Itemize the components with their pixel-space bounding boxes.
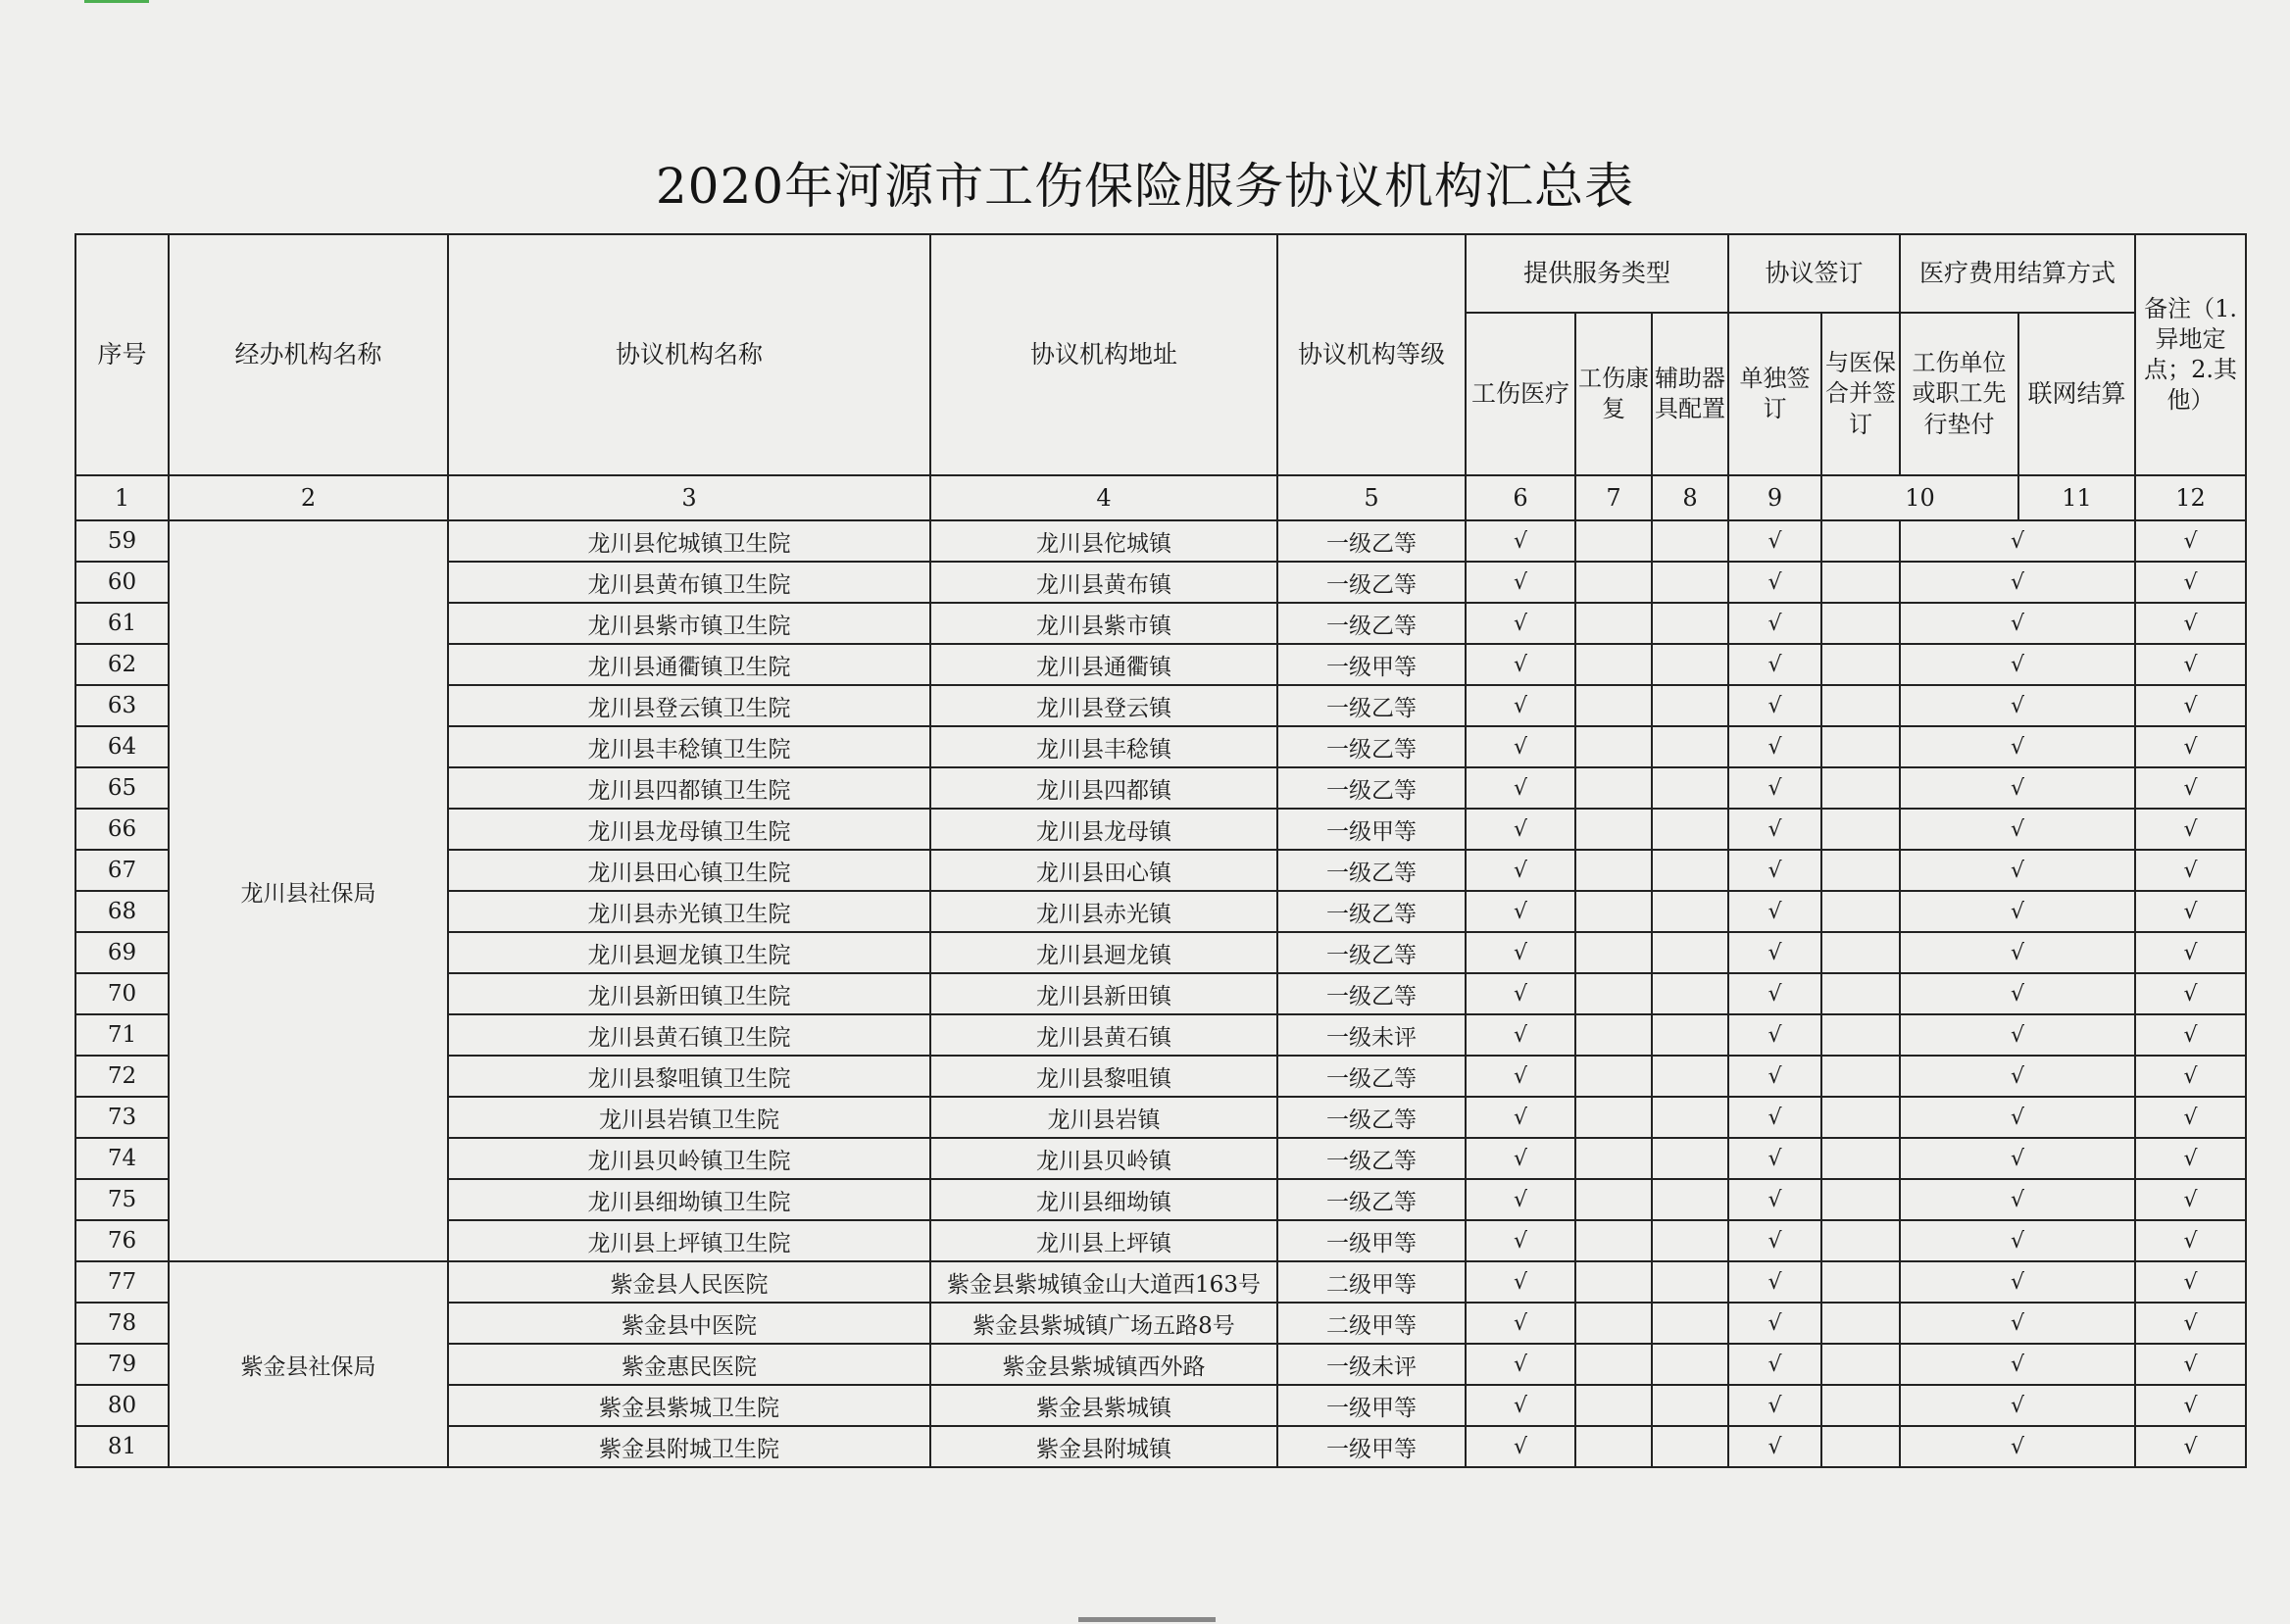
header-assistive: 辅助器具配置 <box>1652 313 1728 475</box>
check-network: √ <box>2135 850 2246 891</box>
check-network: √ <box>2135 726 2246 767</box>
row-address: 紫金县附城镇 <box>930 1426 1277 1467</box>
check-injury-medical: √ <box>1466 1426 1575 1467</box>
check-prepay: √ <box>1900 685 2135 726</box>
cell-injury-rehab <box>1575 726 1652 767</box>
row-address: 龙川县通衢镇 <box>930 644 1277 685</box>
check-prepay: √ <box>1900 1138 2135 1179</box>
check-network: √ <box>2135 891 2246 932</box>
row-seq: 67 <box>75 850 169 891</box>
row-address: 龙川县佗城镇 <box>930 520 1277 562</box>
cell-joint-sign <box>1821 562 1900 603</box>
check-network: √ <box>2135 1261 2246 1303</box>
row-seq: 74 <box>75 1138 169 1179</box>
row-address: 龙川县上坪镇 <box>930 1220 1277 1261</box>
row-seq: 63 <box>75 685 169 726</box>
cell-assistive <box>1652 1303 1728 1344</box>
row-level: 一级乙等 <box>1277 850 1466 891</box>
row-address: 龙川县紫市镇 <box>930 603 1277 644</box>
column-number: 5 <box>1277 475 1466 520</box>
check-injury-medical: √ <box>1466 1014 1575 1056</box>
check-injury-medical: √ <box>1466 562 1575 603</box>
cell-joint-sign <box>1821 603 1900 644</box>
cell-assistive <box>1652 767 1728 809</box>
cell-assistive <box>1652 685 1728 726</box>
check-single-sign: √ <box>1728 1303 1821 1344</box>
row-institution-name: 龙川县岩镇卫生院 <box>448 1097 930 1138</box>
cell-injury-rehab <box>1575 603 1652 644</box>
row-level: 一级乙等 <box>1277 767 1466 809</box>
row-institution-name: 紫金县紫城卫生院 <box>448 1385 930 1426</box>
row-level: 一级乙等 <box>1277 603 1466 644</box>
check-single-sign: √ <box>1728 562 1821 603</box>
check-injury-medical: √ <box>1466 1385 1575 1426</box>
check-prepay: √ <box>1900 767 2135 809</box>
column-number: 2 <box>169 475 448 520</box>
check-network: √ <box>2135 1303 2246 1344</box>
cell-joint-sign <box>1821 850 1900 891</box>
row-address: 龙川县黄石镇 <box>930 1014 1277 1056</box>
check-single-sign: √ <box>1728 1261 1821 1303</box>
row-institution-name: 龙川县黄布镇卫生院 <box>448 562 930 603</box>
cell-injury-rehab <box>1575 809 1652 850</box>
page-title: 2020年河源市工伤保险服务协议机构汇总表 <box>655 158 1635 215</box>
check-network: √ <box>2135 603 2246 644</box>
check-single-sign: √ <box>1728 891 1821 932</box>
cell-injury-rehab <box>1575 891 1652 932</box>
cell-injury-rehab <box>1575 973 1652 1014</box>
row-institution-name: 紫金县中医院 <box>448 1303 930 1344</box>
row-level: 一级乙等 <box>1277 1097 1466 1138</box>
check-prepay: √ <box>1900 1261 2135 1303</box>
row-level: 一级甲等 <box>1277 1385 1466 1426</box>
row-seq: 61 <box>75 603 169 644</box>
cell-assistive <box>1652 1097 1728 1138</box>
cell-injury-rehab <box>1575 1261 1652 1303</box>
header-agency: 经办机构名称 <box>169 234 448 475</box>
check-single-sign: √ <box>1728 1014 1821 1056</box>
check-single-sign: √ <box>1728 1097 1821 1138</box>
check-injury-medical: √ <box>1466 1220 1575 1261</box>
row-address: 龙川县龙母镇 <box>930 809 1277 850</box>
row-institution-name: 龙川县迴龙镇卫生院 <box>448 932 930 973</box>
check-single-sign: √ <box>1728 973 1821 1014</box>
header-service-type: 提供服务类型 <box>1466 234 1728 313</box>
scan-corner-mark <box>84 0 149 3</box>
cell-assistive <box>1652 1220 1728 1261</box>
check-injury-medical: √ <box>1466 1344 1575 1385</box>
check-single-sign: √ <box>1728 1138 1821 1179</box>
row-agency: 紫金县社保局 <box>169 1261 448 1467</box>
cell-injury-rehab <box>1575 1179 1652 1220</box>
check-single-sign: √ <box>1728 1385 1821 1426</box>
row-level: 一级甲等 <box>1277 644 1466 685</box>
row-address: 龙川县贝岭镇 <box>930 1138 1277 1179</box>
check-network: √ <box>2135 644 2246 685</box>
check-prepay: √ <box>1900 850 2135 891</box>
row-level: 一级未评 <box>1277 1014 1466 1056</box>
check-prepay: √ <box>1900 809 2135 850</box>
check-network: √ <box>2135 1426 2246 1467</box>
check-prepay: √ <box>1900 1303 2135 1344</box>
row-address: 龙川县赤光镇 <box>930 891 1277 932</box>
row-seq: 76 <box>75 1220 169 1261</box>
check-prepay: √ <box>1900 644 2135 685</box>
cell-assistive <box>1652 1014 1728 1056</box>
row-address: 龙川县黄布镇 <box>930 562 1277 603</box>
cell-joint-sign <box>1821 1138 1900 1179</box>
row-address: 紫金县紫城镇广场五路8号 <box>930 1303 1277 1344</box>
cell-joint-sign <box>1821 891 1900 932</box>
cell-injury-rehab <box>1575 1138 1652 1179</box>
check-single-sign: √ <box>1728 520 1821 562</box>
cell-assistive <box>1652 1056 1728 1097</box>
row-institution-name: 紫金县人民医院 <box>448 1261 930 1303</box>
cell-assistive <box>1652 1344 1728 1385</box>
check-network: √ <box>2135 809 2246 850</box>
cell-injury-rehab <box>1575 1344 1652 1385</box>
check-single-sign: √ <box>1728 767 1821 809</box>
cell-joint-sign <box>1821 1179 1900 1220</box>
check-injury-medical: √ <box>1466 1303 1575 1344</box>
cell-joint-sign <box>1821 1220 1900 1261</box>
check-network: √ <box>2135 932 2246 973</box>
row-institution-name: 龙川县佗城镇卫生院 <box>448 520 930 562</box>
row-address: 龙川县田心镇 <box>930 850 1277 891</box>
check-network: √ <box>2135 1179 2246 1220</box>
header-level: 协议机构等级 <box>1277 234 1466 475</box>
row-address: 龙川县迴龙镇 <box>930 932 1277 973</box>
check-injury-medical: √ <box>1466 685 1575 726</box>
row-seq: 78 <box>75 1303 169 1344</box>
check-network: √ <box>2135 685 2246 726</box>
row-address: 龙川县四都镇 <box>930 767 1277 809</box>
check-prepay: √ <box>1900 891 2135 932</box>
row-level: 一级乙等 <box>1277 562 1466 603</box>
cell-joint-sign <box>1821 1426 1900 1467</box>
row-institution-name: 龙川县黄石镇卫生院 <box>448 1014 930 1056</box>
header-network: 联网结算 <box>2018 313 2135 475</box>
row-seq: 77 <box>75 1261 169 1303</box>
check-injury-medical: √ <box>1466 520 1575 562</box>
row-address: 龙川县岩镇 <box>930 1097 1277 1138</box>
cell-assistive <box>1652 644 1728 685</box>
cell-joint-sign <box>1821 973 1900 1014</box>
check-prepay: √ <box>1900 1220 2135 1261</box>
header-prepay: 工伤单位或职工先行垫付 <box>1900 313 2018 475</box>
check-prepay: √ <box>1900 932 2135 973</box>
header-remark: 备注（1.异地定点；2.其他） <box>2135 234 2246 475</box>
row-seq: 80 <box>75 1385 169 1426</box>
cell-assistive <box>1652 520 1728 562</box>
row-seq: 62 <box>75 644 169 685</box>
check-prepay: √ <box>1900 603 2135 644</box>
header-injury-medical: 工伤医疗 <box>1466 313 1575 475</box>
check-prepay: √ <box>1900 1426 2135 1467</box>
cell-joint-sign <box>1821 1385 1900 1426</box>
row-level: 一级乙等 <box>1277 685 1466 726</box>
row-level: 一级甲等 <box>1277 1426 1466 1467</box>
check-single-sign: √ <box>1728 932 1821 973</box>
check-single-sign: √ <box>1728 1344 1821 1385</box>
table-body <box>75 520 2246 1467</box>
check-prepay: √ <box>1900 1056 2135 1097</box>
table-row <box>75 1261 2246 1303</box>
cell-injury-rehab <box>1575 1056 1652 1097</box>
cell-injury-rehab <box>1575 1220 1652 1261</box>
check-prepay: √ <box>1900 1385 2135 1426</box>
check-injury-medical: √ <box>1466 726 1575 767</box>
row-seq: 73 <box>75 1097 169 1138</box>
check-network: √ <box>2135 973 2246 1014</box>
cell-assistive <box>1652 809 1728 850</box>
row-institution-name: 龙川县上坪镇卫生院 <box>448 1220 930 1261</box>
check-network: √ <box>2135 1138 2246 1179</box>
row-institution-name: 龙川县紫市镇卫生院 <box>448 603 930 644</box>
row-seq: 60 <box>75 562 169 603</box>
cell-assistive <box>1652 1426 1728 1467</box>
cell-joint-sign <box>1821 726 1900 767</box>
check-prepay: √ <box>1900 726 2135 767</box>
row-seq: 81 <box>75 1426 169 1467</box>
column-number: 9 <box>1728 475 1821 520</box>
check-network: √ <box>2135 1014 2246 1056</box>
row-institution-name: 龙川县新田镇卫生院 <box>448 973 930 1014</box>
cell-assistive <box>1652 1385 1728 1426</box>
row-institution-name: 龙川县丰稔镇卫生院 <box>448 726 930 767</box>
check-single-sign: √ <box>1728 603 1821 644</box>
cell-injury-rehab <box>1575 932 1652 973</box>
cell-joint-sign <box>1821 1056 1900 1097</box>
row-seq: 79 <box>75 1344 169 1385</box>
row-level: 一级乙等 <box>1277 891 1466 932</box>
row-seq: 65 <box>75 767 169 809</box>
row-institution-name: 龙川县田心镇卫生院 <box>448 850 930 891</box>
check-single-sign: √ <box>1728 850 1821 891</box>
cell-assistive <box>1652 932 1728 973</box>
check-injury-medical: √ <box>1466 932 1575 973</box>
check-single-sign: √ <box>1728 644 1821 685</box>
column-number: 1 <box>75 475 169 520</box>
check-network: √ <box>2135 767 2246 809</box>
check-single-sign: √ <box>1728 1426 1821 1467</box>
check-network: √ <box>2135 1056 2246 1097</box>
cell-assistive <box>1652 850 1728 891</box>
cell-injury-rehab <box>1575 1303 1652 1344</box>
check-injury-medical: √ <box>1466 1138 1575 1179</box>
row-address: 紫金县紫城镇西外路 <box>930 1344 1277 1385</box>
header-joint-sign: 与医保合并签订 <box>1821 313 1900 475</box>
row-seq: 64 <box>75 726 169 767</box>
cell-joint-sign <box>1821 1303 1900 1344</box>
row-seq: 72 <box>75 1056 169 1097</box>
row-address: 龙川县新田镇 <box>930 973 1277 1014</box>
row-seq: 59 <box>75 520 169 562</box>
scan-bottom-mark <box>1078 1617 1216 1622</box>
row-address: 龙川县丰稔镇 <box>930 726 1277 767</box>
column-number: 3 <box>448 475 930 520</box>
row-institution-name: 龙川县登云镇卫生院 <box>448 685 930 726</box>
cell-assistive <box>1652 1138 1728 1179</box>
cell-joint-sign <box>1821 1014 1900 1056</box>
row-agency: 龙川县社保局 <box>169 520 448 1261</box>
column-number: 4 <box>930 475 1277 520</box>
row-seq: 70 <box>75 973 169 1014</box>
cell-joint-sign <box>1821 932 1900 973</box>
check-single-sign: √ <box>1728 1220 1821 1261</box>
row-address: 紫金县紫城镇 <box>930 1385 1277 1426</box>
row-address: 紫金县紫城镇金山大道西163号 <box>930 1261 1277 1303</box>
column-number: 7 <box>1575 475 1652 520</box>
check-prepay: √ <box>1900 562 2135 603</box>
row-level: 一级乙等 <box>1277 973 1466 1014</box>
cell-joint-sign <box>1821 809 1900 850</box>
check-prepay: √ <box>1900 1014 2135 1056</box>
row-institution-name: 龙川县细坳镇卫生院 <box>448 1179 930 1220</box>
row-level: 一级乙等 <box>1277 726 1466 767</box>
check-injury-medical: √ <box>1466 603 1575 644</box>
row-seq: 69 <box>75 932 169 973</box>
row-address: 龙川县细坳镇 <box>930 1179 1277 1220</box>
check-prepay: √ <box>1900 973 2135 1014</box>
check-injury-medical: √ <box>1466 767 1575 809</box>
column-number: 12 <box>2135 475 2246 520</box>
cell-injury-rehab <box>1575 685 1652 726</box>
row-institution-name: 龙川县通衢镇卫生院 <box>448 644 930 685</box>
check-network: √ <box>2135 1385 2246 1426</box>
cell-injury-rehab <box>1575 1426 1652 1467</box>
row-institution-name: 紫金惠民医院 <box>448 1344 930 1385</box>
cell-assistive <box>1652 973 1728 1014</box>
cell-injury-rehab <box>1575 767 1652 809</box>
row-level: 一级乙等 <box>1277 1138 1466 1179</box>
row-address: 龙川县黎咀镇 <box>930 1056 1277 1097</box>
cell-injury-rehab <box>1575 562 1652 603</box>
header-institution: 协议机构名称 <box>448 234 930 475</box>
check-network: √ <box>2135 520 2246 562</box>
header-settlement: 医疗费用结算方式 <box>1900 234 2135 313</box>
check-single-sign: √ <box>1728 1179 1821 1220</box>
cell-joint-sign <box>1821 644 1900 685</box>
column-number: 8 <box>1652 475 1728 520</box>
check-single-sign: √ <box>1728 685 1821 726</box>
cell-assistive <box>1652 1261 1728 1303</box>
row-institution-name: 紫金县附城卫生院 <box>448 1426 930 1467</box>
check-injury-medical: √ <box>1466 644 1575 685</box>
cell-joint-sign <box>1821 1261 1900 1303</box>
row-institution-name: 龙川县四都镇卫生院 <box>448 767 930 809</box>
institution-table <box>75 233 2247 1468</box>
check-single-sign: √ <box>1728 726 1821 767</box>
cell-joint-sign <box>1821 1344 1900 1385</box>
cell-joint-sign <box>1821 767 1900 809</box>
check-prepay: √ <box>1900 1179 2135 1220</box>
row-level: 一级乙等 <box>1277 932 1466 973</box>
check-single-sign: √ <box>1728 809 1821 850</box>
cell-injury-rehab <box>1575 1014 1652 1056</box>
header-agreement: 协议签订 <box>1728 234 1900 313</box>
row-level: 二级甲等 <box>1277 1261 1466 1303</box>
check-prepay: √ <box>1900 520 2135 562</box>
check-network: √ <box>2135 562 2246 603</box>
table-row <box>75 520 2246 562</box>
row-level: 一级甲等 <box>1277 809 1466 850</box>
cell-injury-rehab <box>1575 850 1652 891</box>
header-address: 协议机构地址 <box>930 234 1277 475</box>
row-institution-name: 龙川县赤光镇卫生院 <box>448 891 930 932</box>
row-level: 一级未评 <box>1277 1344 1466 1385</box>
check-injury-medical: √ <box>1466 1179 1575 1220</box>
check-injury-medical: √ <box>1466 809 1575 850</box>
header-single-sign: 单独签订 <box>1728 313 1821 475</box>
cell-joint-sign <box>1821 1097 1900 1138</box>
cell-assistive <box>1652 562 1728 603</box>
cell-injury-rehab <box>1575 644 1652 685</box>
check-network: √ <box>2135 1220 2246 1261</box>
check-injury-medical: √ <box>1466 891 1575 932</box>
row-seq: 68 <box>75 891 169 932</box>
check-network: √ <box>2135 1344 2246 1385</box>
column-number-row <box>75 475 2246 520</box>
check-injury-medical: √ <box>1466 850 1575 891</box>
header-seq: 序号 <box>75 234 169 475</box>
row-seq: 71 <box>75 1014 169 1056</box>
column-number: 10 <box>1821 475 2018 520</box>
check-injury-medical: √ <box>1466 1056 1575 1097</box>
row-seq: 75 <box>75 1179 169 1220</box>
column-number: 11 <box>2018 475 2135 520</box>
row-institution-name: 龙川县龙母镇卫生院 <box>448 809 930 850</box>
cell-assistive <box>1652 726 1728 767</box>
cell-joint-sign <box>1821 520 1900 562</box>
cell-joint-sign <box>1821 685 1900 726</box>
cell-assistive <box>1652 603 1728 644</box>
row-address: 龙川县登云镇 <box>930 685 1277 726</box>
row-level: 一级甲等 <box>1277 1220 1466 1261</box>
check-prepay: √ <box>1900 1344 2135 1385</box>
check-single-sign: √ <box>1728 1056 1821 1097</box>
cell-injury-rehab <box>1575 1097 1652 1138</box>
cell-assistive <box>1652 1179 1728 1220</box>
column-number: 6 <box>1466 475 1575 520</box>
check-injury-medical: √ <box>1466 1097 1575 1138</box>
header-injury-rehab: 工伤康复 <box>1575 313 1652 475</box>
row-seq: 66 <box>75 809 169 850</box>
cell-injury-rehab <box>1575 1385 1652 1426</box>
check-injury-medical: √ <box>1466 973 1575 1014</box>
row-level: 一级乙等 <box>1277 1179 1466 1220</box>
check-injury-medical: √ <box>1466 1261 1575 1303</box>
check-prepay: √ <box>1900 1097 2135 1138</box>
check-network: √ <box>2135 1097 2246 1138</box>
cell-injury-rehab <box>1575 520 1652 562</box>
cell-assistive <box>1652 891 1728 932</box>
row-level: 一级乙等 <box>1277 1056 1466 1097</box>
row-level: 一级乙等 <box>1277 520 1466 562</box>
row-level: 二级甲等 <box>1277 1303 1466 1344</box>
row-institution-name: 龙川县贝岭镇卫生院 <box>448 1138 930 1179</box>
row-institution-name: 龙川县黎咀镇卫生院 <box>448 1056 930 1097</box>
